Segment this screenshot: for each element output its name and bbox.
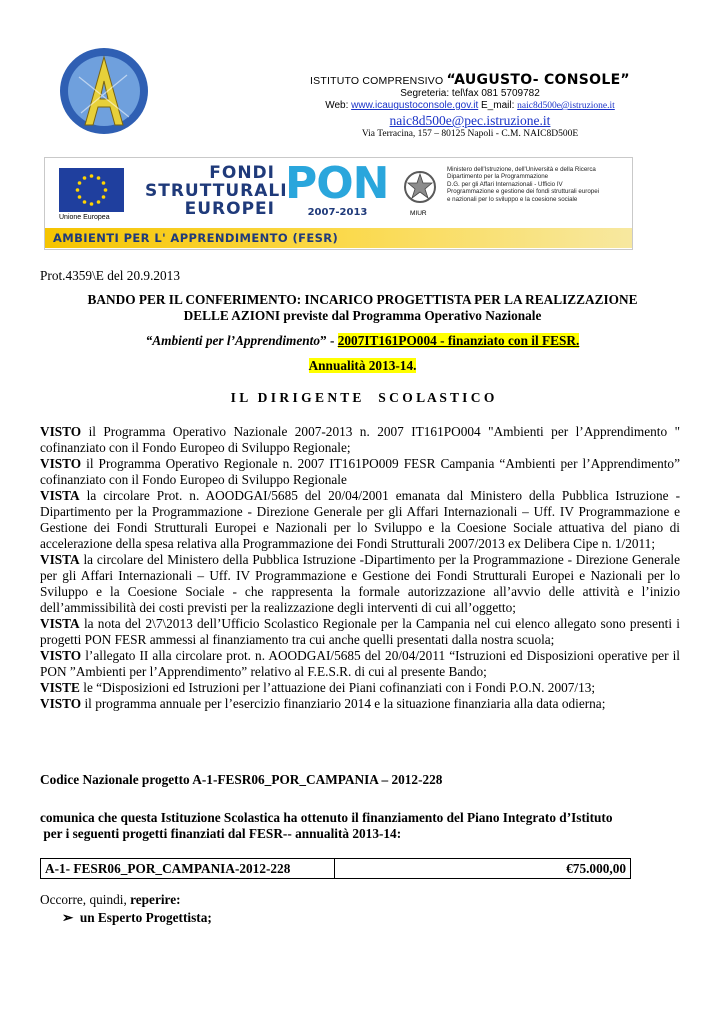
visto-item bbox=[40, 696, 680, 712]
ministero-line: e nazionali per lo sviluppo e la coesione sociale bbox=[447, 195, 578, 203]
project-amount-cell: €75.000,00 bbox=[566, 861, 626, 876]
visto-text: la circolare Prot. n. AOODGAI/5685 del 20/04/2001 emanata dal Ministero della Pubblica Istruzione - Dipartimento per la Programmazione - Direzione Generale per gli Affari Internazionali – Uff. IV Programmazione e Gestione dei Fondi Strutturali Europei e Nazionali per lo Sviluppo e la Coesione Sociale attuativa del piano di accelerazione della spesa relativa alla Programmazione dei Fondi Strutturali 2007/2013 ex Delibera Cipe n. 1/2011; bbox=[40, 488, 680, 551]
pon-years: 2007-2013 bbox=[307, 207, 368, 218]
arrow-bullet-icon: ➢ bbox=[62, 910, 74, 925]
email-link[interactable]: naic8d500e@istruzione.it bbox=[517, 101, 615, 111]
ministero-text bbox=[447, 166, 627, 203]
visto-text: la circolare del Ministero della Pubblica Istruzione -Dipartimento per la Programmazione - Direzione Generale per gli Affari Internazionali – Uff. IV Programmazione e Gestione dei Fondi Strutturali Europei e Nazionali per lo Sviluppo e la Coesione Sociale - che rappresenta la formale autorizzazione all’avvio delle attività e l’inizio dell’ammissibilità dei costi previsti per la realizzazione degli interventi di cui all’oggetto; bbox=[40, 552, 680, 615]
fondi-strutturali-logo bbox=[145, 163, 288, 219]
subtitle-mid: ” - bbox=[320, 333, 338, 348]
bullet-item bbox=[62, 910, 212, 926]
visto-text: l’allegato II alla circolare prot. n. AOODGAI/5685 del 20/04/2011 “Istruzioni ed Disposizioni operative per il PON ”Ambienti per l’Apprendimento” relativo al F.E.S.R. di cui al presente Bando; bbox=[40, 648, 680, 679]
annualita-highlight: Annualità 2013-14. bbox=[308, 358, 417, 373]
occorre-prefix: Occorre, quindi, bbox=[40, 892, 131, 907]
protocol-number: Prot.4359\E del 20.9.2013 bbox=[40, 268, 180, 283]
bando-subtitle bbox=[20, 333, 705, 349]
eu-flag-icon bbox=[59, 168, 124, 212]
email-label: E_mail: bbox=[478, 100, 518, 111]
school-name: “AUGUSTO- CONSOLE” bbox=[446, 72, 630, 88]
visto-keyword: VISTO bbox=[40, 456, 82, 471]
visto-keyword: VISTA bbox=[40, 488, 80, 503]
occorre-bold: reperire: bbox=[130, 892, 181, 907]
dirigente-heading: I L D I R I G E N T E S C O L A S T I C O bbox=[230, 390, 495, 405]
visto-item bbox=[40, 616, 680, 648]
annualita bbox=[20, 358, 705, 374]
bullet-text: un Esperto Progettista; bbox=[79, 910, 212, 925]
ministero-line: D.G. per gli Affari Internazionali - Ufficio IV bbox=[447, 180, 563, 188]
fondi-line: FONDI bbox=[209, 163, 275, 183]
pon-logo: PON bbox=[285, 158, 389, 209]
school-header bbox=[250, 72, 690, 139]
visto-text: la nota del 2\7\2013 dell’Ufficio Scolastico Regionale per la Campania nel cui elenco allegato sono presenti i progetti PON FESR ammessi al finanziamento tra cui anche quelli presentati dalla nostra scuola; bbox=[40, 616, 680, 647]
visto-item bbox=[40, 424, 680, 456]
visto-text: il Programma Operativo Nazionale 2007-2013 n. 2007 IT161PO004 "Ambienti per l’Apprendimento " cofinanziato con il Fondo Europeo di Sviluppo Regionale; bbox=[40, 424, 680, 455]
codice-progetto: Codice Nazionale progetto A-1-FESR06_POR_CAMPANIA – 2012-228 bbox=[40, 772, 443, 787]
bando-title-line1: BANDO PER IL CONFERIMENTO: INCARICO PROGETTISTA PER LA REALIZZAZIONE bbox=[87, 292, 638, 307]
comunica-line1: comunica che questa Istituzione Scolastica ha ottenuto il finanziamento del Piano Integrato d’Istituto bbox=[40, 810, 613, 825]
visto-item bbox=[40, 680, 680, 696]
ministero-line: Ministero dell'Istruzione, dell'Università e della Ricerca bbox=[447, 166, 596, 173]
fondi-line: STRUTTURALI bbox=[145, 181, 288, 201]
miur-label: MIUR bbox=[410, 210, 427, 217]
project-table bbox=[40, 858, 631, 879]
visto-keyword: VISTA bbox=[40, 552, 80, 567]
ministero-line: Programmazione e gestione dei fondi strutturali europei bbox=[447, 188, 600, 196]
web-label: Web: bbox=[325, 100, 352, 111]
visto-keyword: VISTE bbox=[40, 680, 80, 695]
visto-item bbox=[40, 488, 680, 552]
pon-banner bbox=[44, 157, 633, 250]
school-logo-icon bbox=[59, 47, 149, 135]
subtitle-highlight: 2007IT161PO004 - finanziato con il FESR. bbox=[337, 333, 580, 348]
italian-emblem-icon bbox=[403, 170, 437, 204]
pec-link[interactable]: naic8d500e@pec.istruzione.it bbox=[389, 113, 551, 128]
occorre-line bbox=[40, 892, 181, 908]
visto-keyword: VISTO bbox=[40, 648, 82, 663]
bando-title-line2: DELLE AZIONI previste dal Programma Operativo Nazionale bbox=[183, 308, 542, 323]
ministero-line: Dipartimento per la Programmazione bbox=[447, 173, 549, 181]
visto-keyword: VISTA bbox=[40, 616, 80, 631]
school-address: Via Terracina, 157 – 80125 Napoli - C.M. NAIC8D500E bbox=[361, 129, 579, 139]
project-code-cell: A-1- FESR06_POR_CAMPANIA-2012-228 bbox=[41, 859, 335, 878]
web-link[interactable]: www.icaugustoconsole.gov.it bbox=[351, 100, 479, 111]
visto-item bbox=[40, 648, 680, 680]
visto-item bbox=[40, 552, 680, 616]
subtitle-italic: “Ambienti per l’Apprendimento bbox=[145, 333, 321, 348]
visto-list bbox=[40, 424, 680, 712]
fesr-band: AMBIENTI PER L' APPRENDIMENTO (FESR) bbox=[45, 228, 632, 248]
visto-keyword: VISTO bbox=[40, 696, 82, 711]
visto-keyword: VISTO bbox=[40, 424, 82, 439]
visto-text: il programma annuale per l’esercizio finanziario 2014 e la situazione finanziaria alla data odierna; bbox=[81, 696, 606, 711]
school-phone: Segreteria: tel\fax 081 5709782 bbox=[400, 88, 540, 99]
comunica-line2: per i seguenti progetti finanziati dal FESR-- annualità 2013-14: bbox=[40, 826, 402, 841]
fondi-line: EUROPEI bbox=[184, 199, 275, 219]
visto-item bbox=[40, 456, 680, 488]
visto-text: il Programma Operativo Regionale n. 2007 IT161PO009 FESR Campania “Ambienti per l’Apprendimento” cofinanziato con il Fondo Europeo di Sviluppo Regionale bbox=[40, 456, 680, 487]
visto-text: le “Disposizioni ed Istruzioni per l’attuazione dei Piani cofinanziati con i Fondi P.O.N. 2007/13; bbox=[79, 680, 596, 695]
school-prefix: ISTITUTO COMPRENSIVO bbox=[310, 75, 447, 87]
eu-label: Unione Europea bbox=[59, 214, 110, 221]
